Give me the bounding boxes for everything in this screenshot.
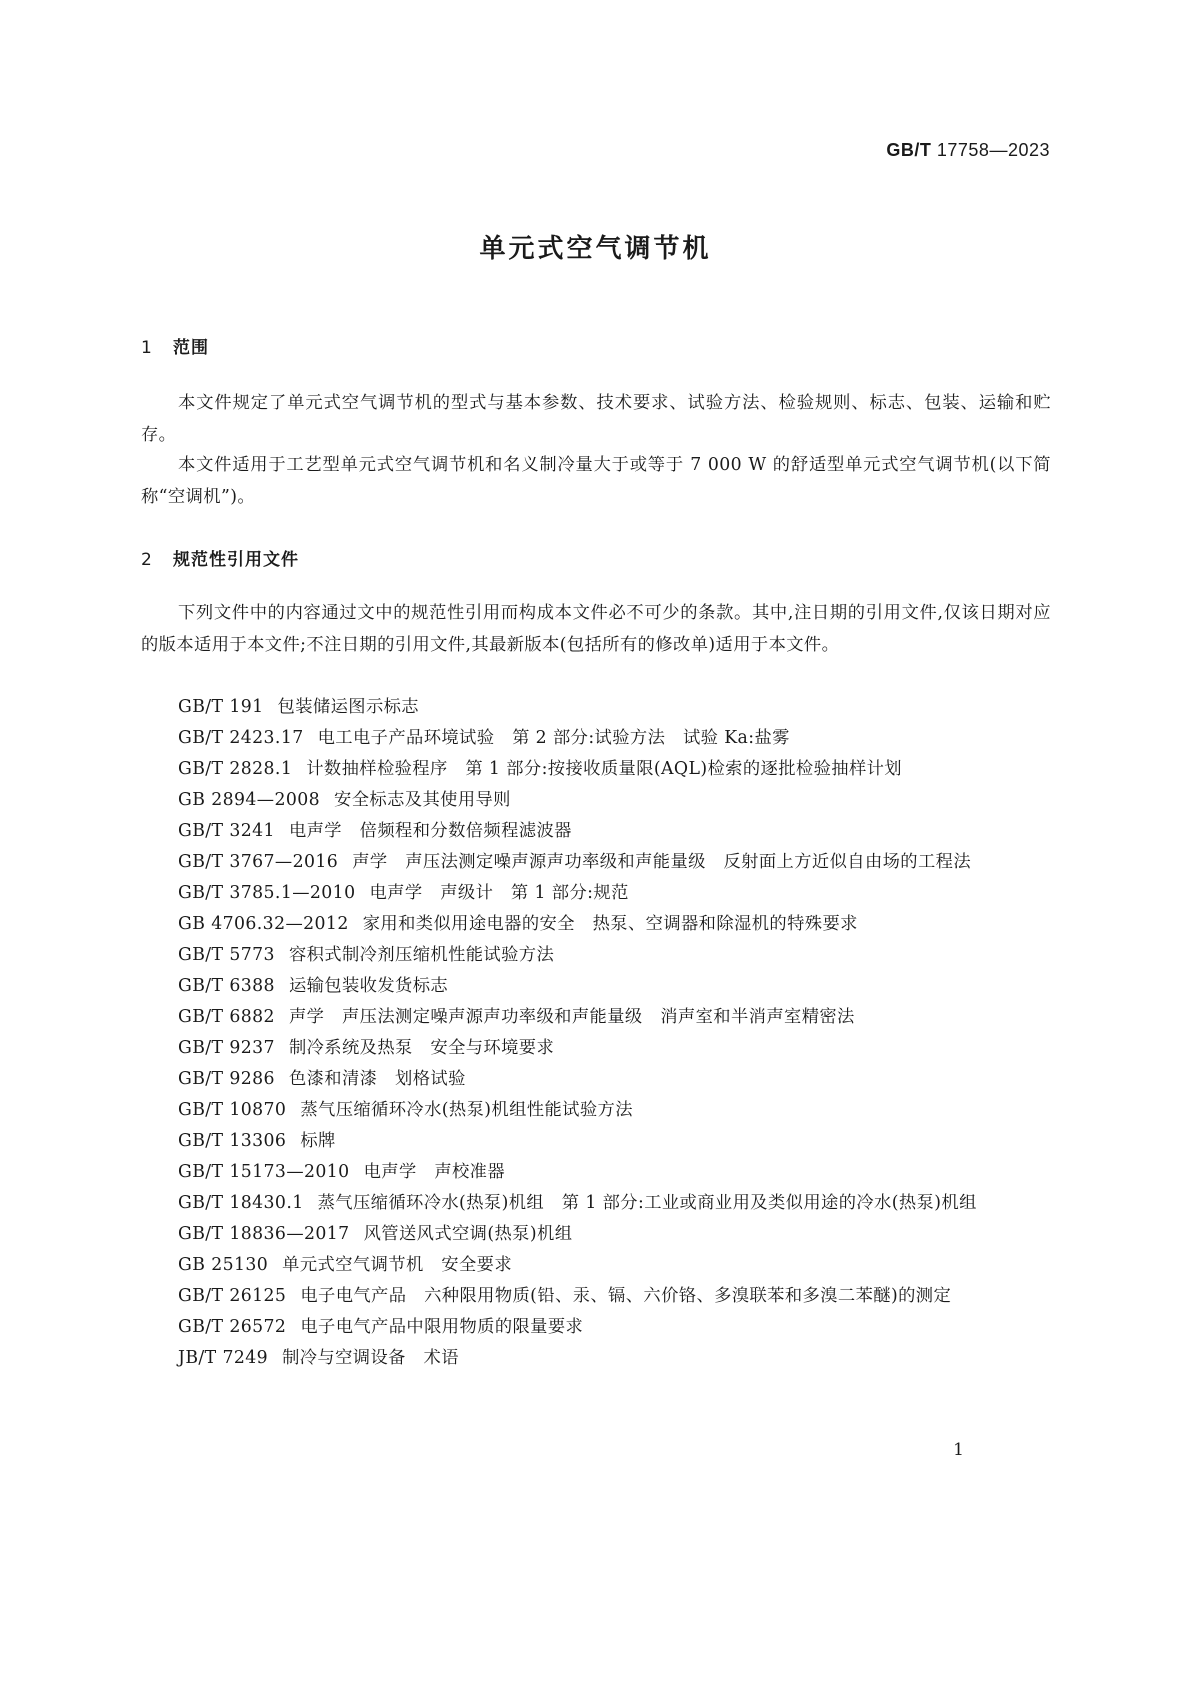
reference-code: GB/T 9237 <box>178 1038 275 1058</box>
standard-code: 17758—2023 <box>936 140 1050 160</box>
reference-code: GB/T 9286 <box>178 1069 275 1089</box>
reference-item <box>141 816 1051 847</box>
reference-title: 声学 声压法测定噪声源声功率级和声能量级 反射面上方近似自由场的工程法 <box>352 852 972 872</box>
scope-paragraph-2: 本文件适用于工艺型单元式空气调节机和名义制冷量大于或等于 7 000 W 的舒适型单元式空气调节机(以下简称“空调机”)。 <box>141 455 1051 507</box>
reference-code: GB/T 15173—2010 <box>178 1162 350 1182</box>
section-title: 范围 <box>173 338 209 358</box>
reference-title: 色漆和清漆 划格试验 <box>288 1069 466 1089</box>
standard-prefix: GB/T <box>886 140 932 160</box>
reference-item <box>141 847 1051 878</box>
reference-item <box>141 1157 1051 1188</box>
reference-code: GB/T 3785.1—2010 <box>178 883 356 903</box>
reference-code: GB/T 26125 <box>178 1286 287 1306</box>
reference-item <box>141 723 1051 754</box>
reference-code: GB/T 6882 <box>178 1007 275 1027</box>
reference-title: 单元式空气调节机 安全要求 <box>282 1255 513 1275</box>
reference-item <box>141 1064 1051 1095</box>
reference-item <box>141 1095 1051 1126</box>
reference-title: 容积式制冷剂压缩机性能试验方法 <box>288 945 555 965</box>
reference-title: 电声学 声校准器 <box>363 1162 506 1182</box>
reference-title: 安全标志及其使用导则 <box>334 790 511 810</box>
reference-title: 计数抽样检验程序 第 1 部分:按接收质量限(AQL)检索的逐批检验抽样计划 <box>306 759 902 779</box>
reference-title: 声学 声压法测定噪声源声功率级和声能量级 消声室和半消声室精密法 <box>288 1007 855 1027</box>
reference-code: GB/T 3767—2016 <box>178 852 339 872</box>
reference-code: GB/T 13306 <box>178 1131 287 1151</box>
reference-title: 电声学 声级计 第 1 部分:规范 <box>369 883 629 903</box>
reference-title: 制冷系统及热泵 安全与环境要求 <box>288 1038 555 1058</box>
reference-code: GB/T 5773 <box>178 945 275 965</box>
reference-item <box>141 1002 1051 1033</box>
reference-item <box>141 971 1051 1002</box>
reference-title: 蒸气压缩循环冷水(热泵)机组性能试验方法 <box>300 1100 633 1120</box>
reference-title: 运输包装收发货标志 <box>288 976 449 996</box>
reference-title: 制冷与空调设备 术语 <box>282 1348 459 1368</box>
reference-code: GB/T 3241 <box>178 821 275 841</box>
reference-item <box>141 754 1051 785</box>
reference-item <box>141 1281 1051 1312</box>
reference-item <box>141 878 1051 909</box>
reference-item <box>141 1312 1051 1343</box>
reference-item <box>141 1126 1051 1157</box>
reference-code: GB/T 191 <box>178 697 264 717</box>
reference-title: 标牌 <box>300 1131 336 1151</box>
reference-item <box>141 909 1051 940</box>
reference-item <box>141 1250 1051 1281</box>
reference-title: 电声学 倍频程和分数倍频程滤波器 <box>288 821 572 841</box>
reference-item <box>141 940 1051 971</box>
section-heading-scope <box>141 333 209 358</box>
reference-title: 电子电气产品 六种限用物质(铅、汞、镉、六价铬、多溴联苯和多溴二苯醚)的测定 <box>300 1286 952 1306</box>
reference-code: GB 4706.32—2012 <box>178 914 349 934</box>
reference-code: GB 25130 <box>178 1255 269 1275</box>
reference-title: 电工电子产品环境试验 第 2 部分:试验方法 试验 Ka:盐雾 <box>317 728 790 748</box>
reference-code: GB 2894—2008 <box>178 790 321 810</box>
reference-item <box>141 1343 1051 1374</box>
reference-code: GB/T 18836—2017 <box>178 1224 350 1244</box>
reference-code: GB/T 2828.1 <box>178 759 293 779</box>
reference-item <box>141 1033 1051 1064</box>
reference-code: JB/T 7249 <box>178 1348 269 1368</box>
document-title: 单元式空气调节机 <box>479 234 712 264</box>
reference-title: 电子电气产品中限用物质的限量要求 <box>300 1317 584 1337</box>
reference-item <box>141 1188 1051 1219</box>
reference-title: 家用和类似用途电器的安全 热泵、空调器和除湿机的特殊要求 <box>362 914 858 934</box>
reference-item <box>141 1219 1051 1250</box>
section-title: 规范性引用文件 <box>173 550 299 570</box>
standard-number <box>886 140 1050 161</box>
reference-code: GB/T 6388 <box>178 976 275 996</box>
reference-title: 风管送风式空调(热泵)机组 <box>363 1224 573 1244</box>
reference-code: GB/T 10870 <box>178 1100 287 1120</box>
section-number: 2 <box>141 550 153 570</box>
reference-list <box>141 692 1051 1374</box>
reference-item <box>141 785 1051 816</box>
references-intro-paragraph: 下列文件中的内容通过文中的规范性引用而构成本文件必不可少的条款。其中,注日期的引用文件,仅该日期对应的版本适用于本文件;不注日期的引用文件,其最新版本(包括所有的修改单)适用于本文件。 <box>141 603 1051 655</box>
reference-code: GB/T 2423.17 <box>178 728 304 748</box>
reference-title: 包装储运图示标志 <box>277 697 419 717</box>
reference-item <box>141 692 1051 723</box>
section-heading-normative-references <box>141 545 299 570</box>
section-number: 1 <box>141 338 153 358</box>
page-number: 1 <box>953 1440 964 1460</box>
reference-title: 蒸气压缩循环冷水(热泵)机组 第 1 部分:工业或商业用及类似用途的冷水(热泵)机组 <box>317 1193 977 1213</box>
reference-code: GB/T 26572 <box>178 1317 287 1337</box>
reference-code: GB/T 18430.1 <box>178 1193 304 1213</box>
scope-paragraph-1: 本文件规定了单元式空气调节机的型式与基本参数、技术要求、试验方法、检验规则、标志、包装、运输和贮存。 <box>141 393 1051 445</box>
